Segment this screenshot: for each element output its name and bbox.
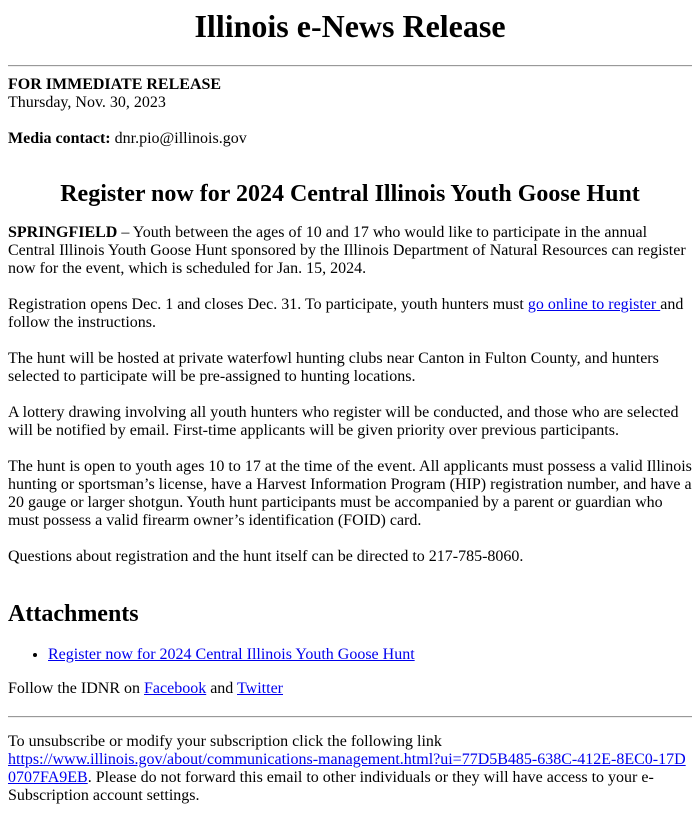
unsubscribe-text: To unsubscribe or modify your subscription click the following link (8, 733, 442, 750)
register-online-link[interactable]: go online to register (527, 296, 661, 313)
media-contact-label: Media contact: (8, 130, 111, 147)
page-title: Illinois e-News Release (194, 8, 506, 44)
media-contact (8, 130, 692, 148)
attachment-link[interactable]: Register now for 2024 Central Illinois Youth Goose Hunt (48, 646, 415, 663)
paragraph: A lottery drawing involving all youth hunters who register will be conducted, and those who are selected will be notified by email. First-time applicants will be given priority over previous participants. (8, 404, 679, 439)
paragraph: The hunt is open to youth ages 10 to 17 at the time of the event. All applicants must possess a valid Illinois hunting or sportsman’s license, have a Harvest Information Program (HIP) registration number, and have a 20 gauge or larger shotgun. Youth hunt participants must be accompanied by a parent or guardian who must possess a valid firearm owner’s identification (FOID) card. (8, 458, 692, 529)
follow-text: and (206, 680, 238, 697)
paragraph (8, 296, 692, 332)
unsubscribe-text: . Please do not forward this email to other individuals or they will have access to your e-Subscription account settings. (8, 769, 654, 804)
paragraph-text: – Youth between the ages of 10 and 17 who would like to participate in the annual Central Illinois Youth Goose Hunt sponsored by the Illinois Department of Natural Resources can register now for the event, which is scheduled for Jan. 15, 2024. (8, 224, 686, 277)
attachments-heading: Attachments (8, 601, 139, 627)
paragraph: Questions about registration and the hunt itself can be directed to 217-785-8060. (8, 548, 524, 565)
twitter-link[interactable]: Twitter (237, 680, 283, 697)
release-meta (8, 76, 692, 112)
divider (8, 65, 692, 67)
paragraph-text: and follow the instructions. (8, 296, 684, 331)
unsubscribe-notice (8, 733, 692, 805)
list-item (48, 646, 692, 664)
divider (8, 716, 692, 718)
paragraph-text: Registration opens Dec. 1 and closes Dec. 31. To participate, youth hunters must (8, 296, 528, 313)
follow-line (8, 680, 692, 698)
follow-text: Follow the IDNR on (8, 680, 144, 697)
dateline: SPRINGFIELD (8, 224, 118, 241)
release-label: FOR IMMEDIATE RELEASE (8, 76, 222, 93)
release-date: Thursday, Nov. 30, 2023 (8, 94, 166, 111)
paragraph: The hunt will be hosted at private waterfowl hunting clubs near Canton in Fulton County, and hunters selected to participate will be pre-assigned to hunting locations. (8, 350, 659, 385)
unsubscribe-link[interactable]: https://www.illinois.gov/about/communications-management.html?ui=77D5B485-638C-412E-8EC0-17D0707FA9EB (8, 751, 686, 786)
media-contact-email: dnr.pio@illinois.gov (114, 130, 247, 147)
attachments-list (8, 646, 692, 664)
facebook-link[interactable]: Facebook (144, 680, 207, 697)
paragraph (8, 224, 692, 278)
article-headline: Register now for 2024 Central Illinois Youth Goose Hunt (60, 181, 640, 207)
